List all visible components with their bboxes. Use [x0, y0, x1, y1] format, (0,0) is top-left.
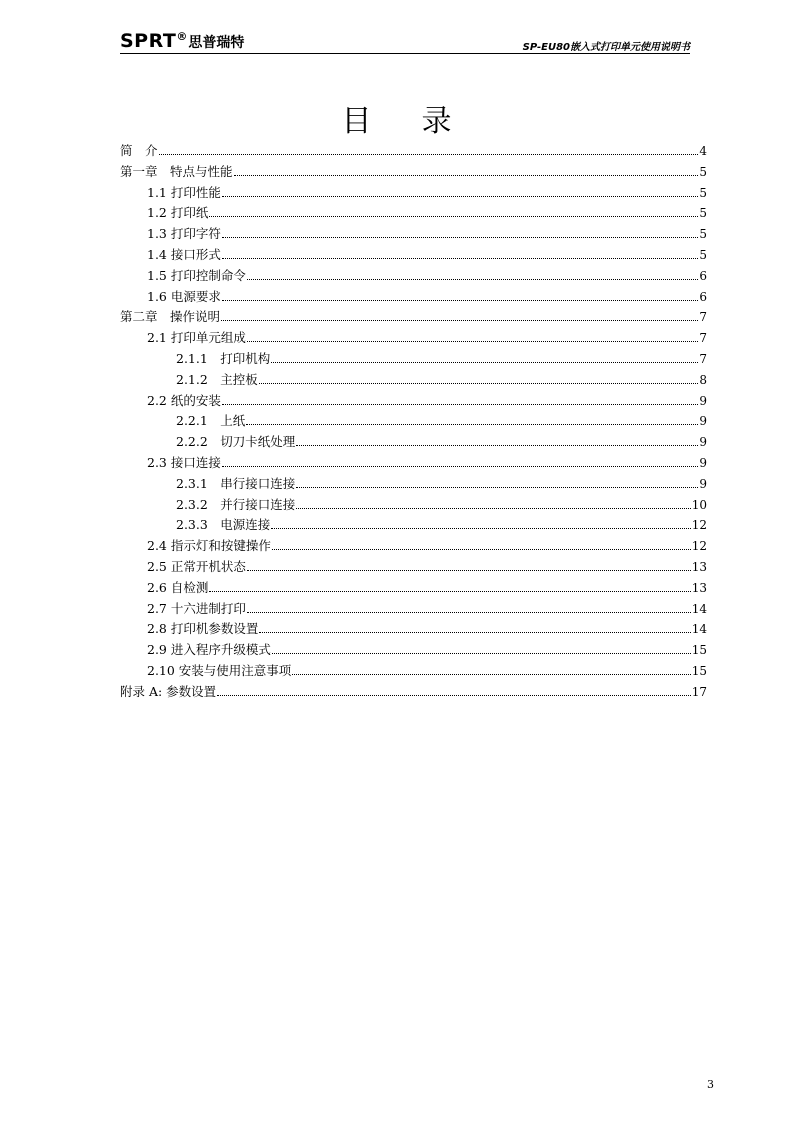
toc-entry-page: 13 [691, 559, 707, 574]
toc-entry[interactable] [120, 287, 707, 308]
toc-entry-label: 2.3.3 电源连接 [176, 517, 271, 533]
toc-entry-label: 2.4 指示灯和按键操作 [147, 538, 271, 554]
toc-entry[interactable] [120, 162, 707, 183]
toc-entry[interactable] [120, 411, 707, 432]
toc-entry-label: 2.9 进入程序升级模式 [147, 642, 271, 658]
toc-entry-label: 2.7 十六进制打印 [147, 600, 246, 616]
toc-leader-dots [247, 612, 691, 613]
toc-leader-dots [272, 653, 691, 654]
toc-entry-page: 9 [699, 393, 707, 408]
toc-leader-dots [209, 216, 698, 217]
toc-entry-page: 15 [691, 643, 707, 658]
toc-entry-label: 2.8 打印机参数设置 [147, 621, 259, 637]
header-rule [120, 53, 690, 54]
toc-entry[interactable] [120, 370, 707, 391]
toc-leader-dots [221, 320, 698, 321]
toc-entry-page: 4 [699, 144, 707, 158]
toc-leader-dots [222, 196, 699, 197]
toc-entry[interactable] [120, 599, 707, 620]
toc-entry[interactable] [120, 328, 707, 349]
toc-entry-label: 附录 A: 参数设置 [120, 683, 217, 699]
toc-entry[interactable] [120, 661, 707, 682]
toc-entry[interactable] [120, 349, 707, 370]
toc-entry[interactable] [120, 453, 707, 474]
toc-leader-dots [259, 383, 699, 384]
toc-leader-dots [222, 258, 699, 259]
toc-entry-label: 2.3.1 串行接口连接 [176, 475, 296, 491]
toc-leader-dots [222, 466, 699, 467]
toc-entry-label: 1.1 打印性能 [147, 184, 221, 200]
toc-entry-label: 1.2 打印纸 [147, 205, 209, 221]
toc-entry-page: 13 [691, 580, 707, 595]
toc-leader-dots [246, 424, 698, 425]
toc-entry[interactable] [120, 224, 707, 245]
toc-entry[interactable] [120, 619, 707, 640]
toc-entry[interactable] [120, 682, 707, 703]
toc-entry[interactable] [120, 307, 707, 328]
toc-entry-label: 2.2.1 上纸 [176, 413, 246, 429]
toc-leader-dots [271, 362, 698, 363]
toc-entry[interactable] [120, 203, 707, 224]
toc-entry-page: 15 [691, 663, 707, 678]
toc-entry-page: 5 [699, 206, 707, 221]
toc-entry-label: 2.5 正常开机状态 [147, 558, 246, 574]
toc-entry-page: 14 [691, 622, 707, 637]
toc-entry[interactable] [120, 640, 707, 661]
toc-entry-label: 2.3 接口连接 [147, 454, 221, 470]
toc-entry-page: 7 [699, 331, 707, 346]
toc-entry-page: 9 [699, 476, 707, 491]
brand-name-cn: 思普瑞特 [188, 35, 245, 51]
toc-entry-label: 2.2 纸的安装 [147, 392, 221, 408]
page-number: 3 [707, 1078, 714, 1091]
toc-entry-page: 5 [699, 164, 707, 179]
toc-entry[interactable] [120, 266, 707, 287]
toc-entry[interactable] [120, 474, 707, 495]
toc-entry-label: 1.3 打印字符 [147, 226, 221, 242]
toc-entry-page: 5 [699, 227, 707, 242]
toc-entry[interactable] [120, 515, 707, 536]
toc-leader-dots [271, 528, 690, 529]
toc-entry-page: 7 [699, 351, 707, 366]
toc-entry-label: 2.10 安装与使用注意事项 [147, 662, 292, 678]
toc-entry-label: 2.3.2 并行接口连接 [176, 496, 296, 512]
brand-name-en: SPRT [120, 30, 177, 52]
toc-leader-dots [209, 591, 690, 592]
toc-leader-dots [296, 487, 698, 488]
toc-entry-page: 14 [691, 601, 707, 616]
toc-entry-page: 5 [699, 185, 707, 200]
toc-leader-dots [296, 508, 690, 509]
toc-entry-label: 2.1.2 主控板 [176, 371, 258, 387]
toc-entry-page: 10 [691, 497, 707, 512]
toc-entry[interactable] [120, 245, 707, 266]
toc-leader-dots [217, 695, 691, 696]
toc-leader-dots [292, 674, 690, 675]
toc-entry[interactable] [120, 557, 707, 578]
document-title: SP-EU80嵌入式打印单元使用说明书 [522, 42, 690, 53]
toc-entry-label: 1.6 电源要求 [147, 288, 221, 304]
toc-entry[interactable] [120, 432, 707, 453]
toc-leader-dots [247, 279, 699, 280]
toc-entry-label: 2.1 打印单元组成 [147, 330, 246, 346]
toc-entry-label: 1.5 打印控制命令 [147, 267, 246, 283]
toc-entry[interactable] [120, 495, 707, 516]
toc-entry-page: 5 [699, 247, 707, 262]
table-of-contents [120, 141, 707, 703]
toc-entry-page: 7 [699, 310, 707, 325]
toc-entry-label: 1.4 接口形式 [147, 246, 221, 262]
toc-leader-dots [222, 300, 699, 301]
toc-entry[interactable] [120, 578, 707, 599]
registered-mark: ® [176, 30, 188, 43]
toc-entry-page: 12 [691, 539, 707, 554]
toc-entry[interactable] [120, 536, 707, 557]
toc-entry[interactable] [120, 183, 707, 204]
toc-leader-dots [234, 175, 699, 176]
toc-entry-page: 9 [699, 455, 707, 470]
toc-entry-page: 9 [699, 414, 707, 429]
toc-entry-label: 第一章 特点与性能 [120, 163, 233, 179]
toc-leader-dots [222, 404, 699, 405]
toc-entry-page: 9 [699, 435, 707, 450]
toc-entry-label: 2.2.2 切刀卡纸处理 [176, 434, 296, 450]
toc-leader-dots [272, 549, 691, 550]
toc-entry-label: 2.1.1 打印机构 [176, 350, 271, 366]
toc-entry-page: 6 [699, 289, 707, 304]
toc-entry[interactable] [120, 141, 707, 162]
toc-leader-dots [247, 341, 699, 342]
toc-entry-page: 12 [691, 518, 707, 533]
toc-entry-page: 6 [699, 268, 707, 283]
toc-entry-page: 17 [691, 684, 707, 699]
toc-entry-label: 2.6 自检测 [147, 579, 209, 595]
toc-title: 目录 [341, 104, 502, 139]
toc-entry[interactable] [120, 391, 707, 412]
toc-leader-dots [159, 154, 699, 155]
toc-entry-page: 8 [699, 372, 707, 387]
toc-leader-dots [247, 570, 691, 571]
toc-leader-dots [222, 237, 699, 238]
toc-entry-label: 第二章 操作说明 [120, 309, 221, 325]
toc-leader-dots [259, 632, 690, 633]
page-header [120, 30, 690, 54]
toc-entry-label: 简 介 [120, 143, 158, 158]
toc-leader-dots [296, 445, 698, 446]
brand-logo [120, 30, 244, 52]
